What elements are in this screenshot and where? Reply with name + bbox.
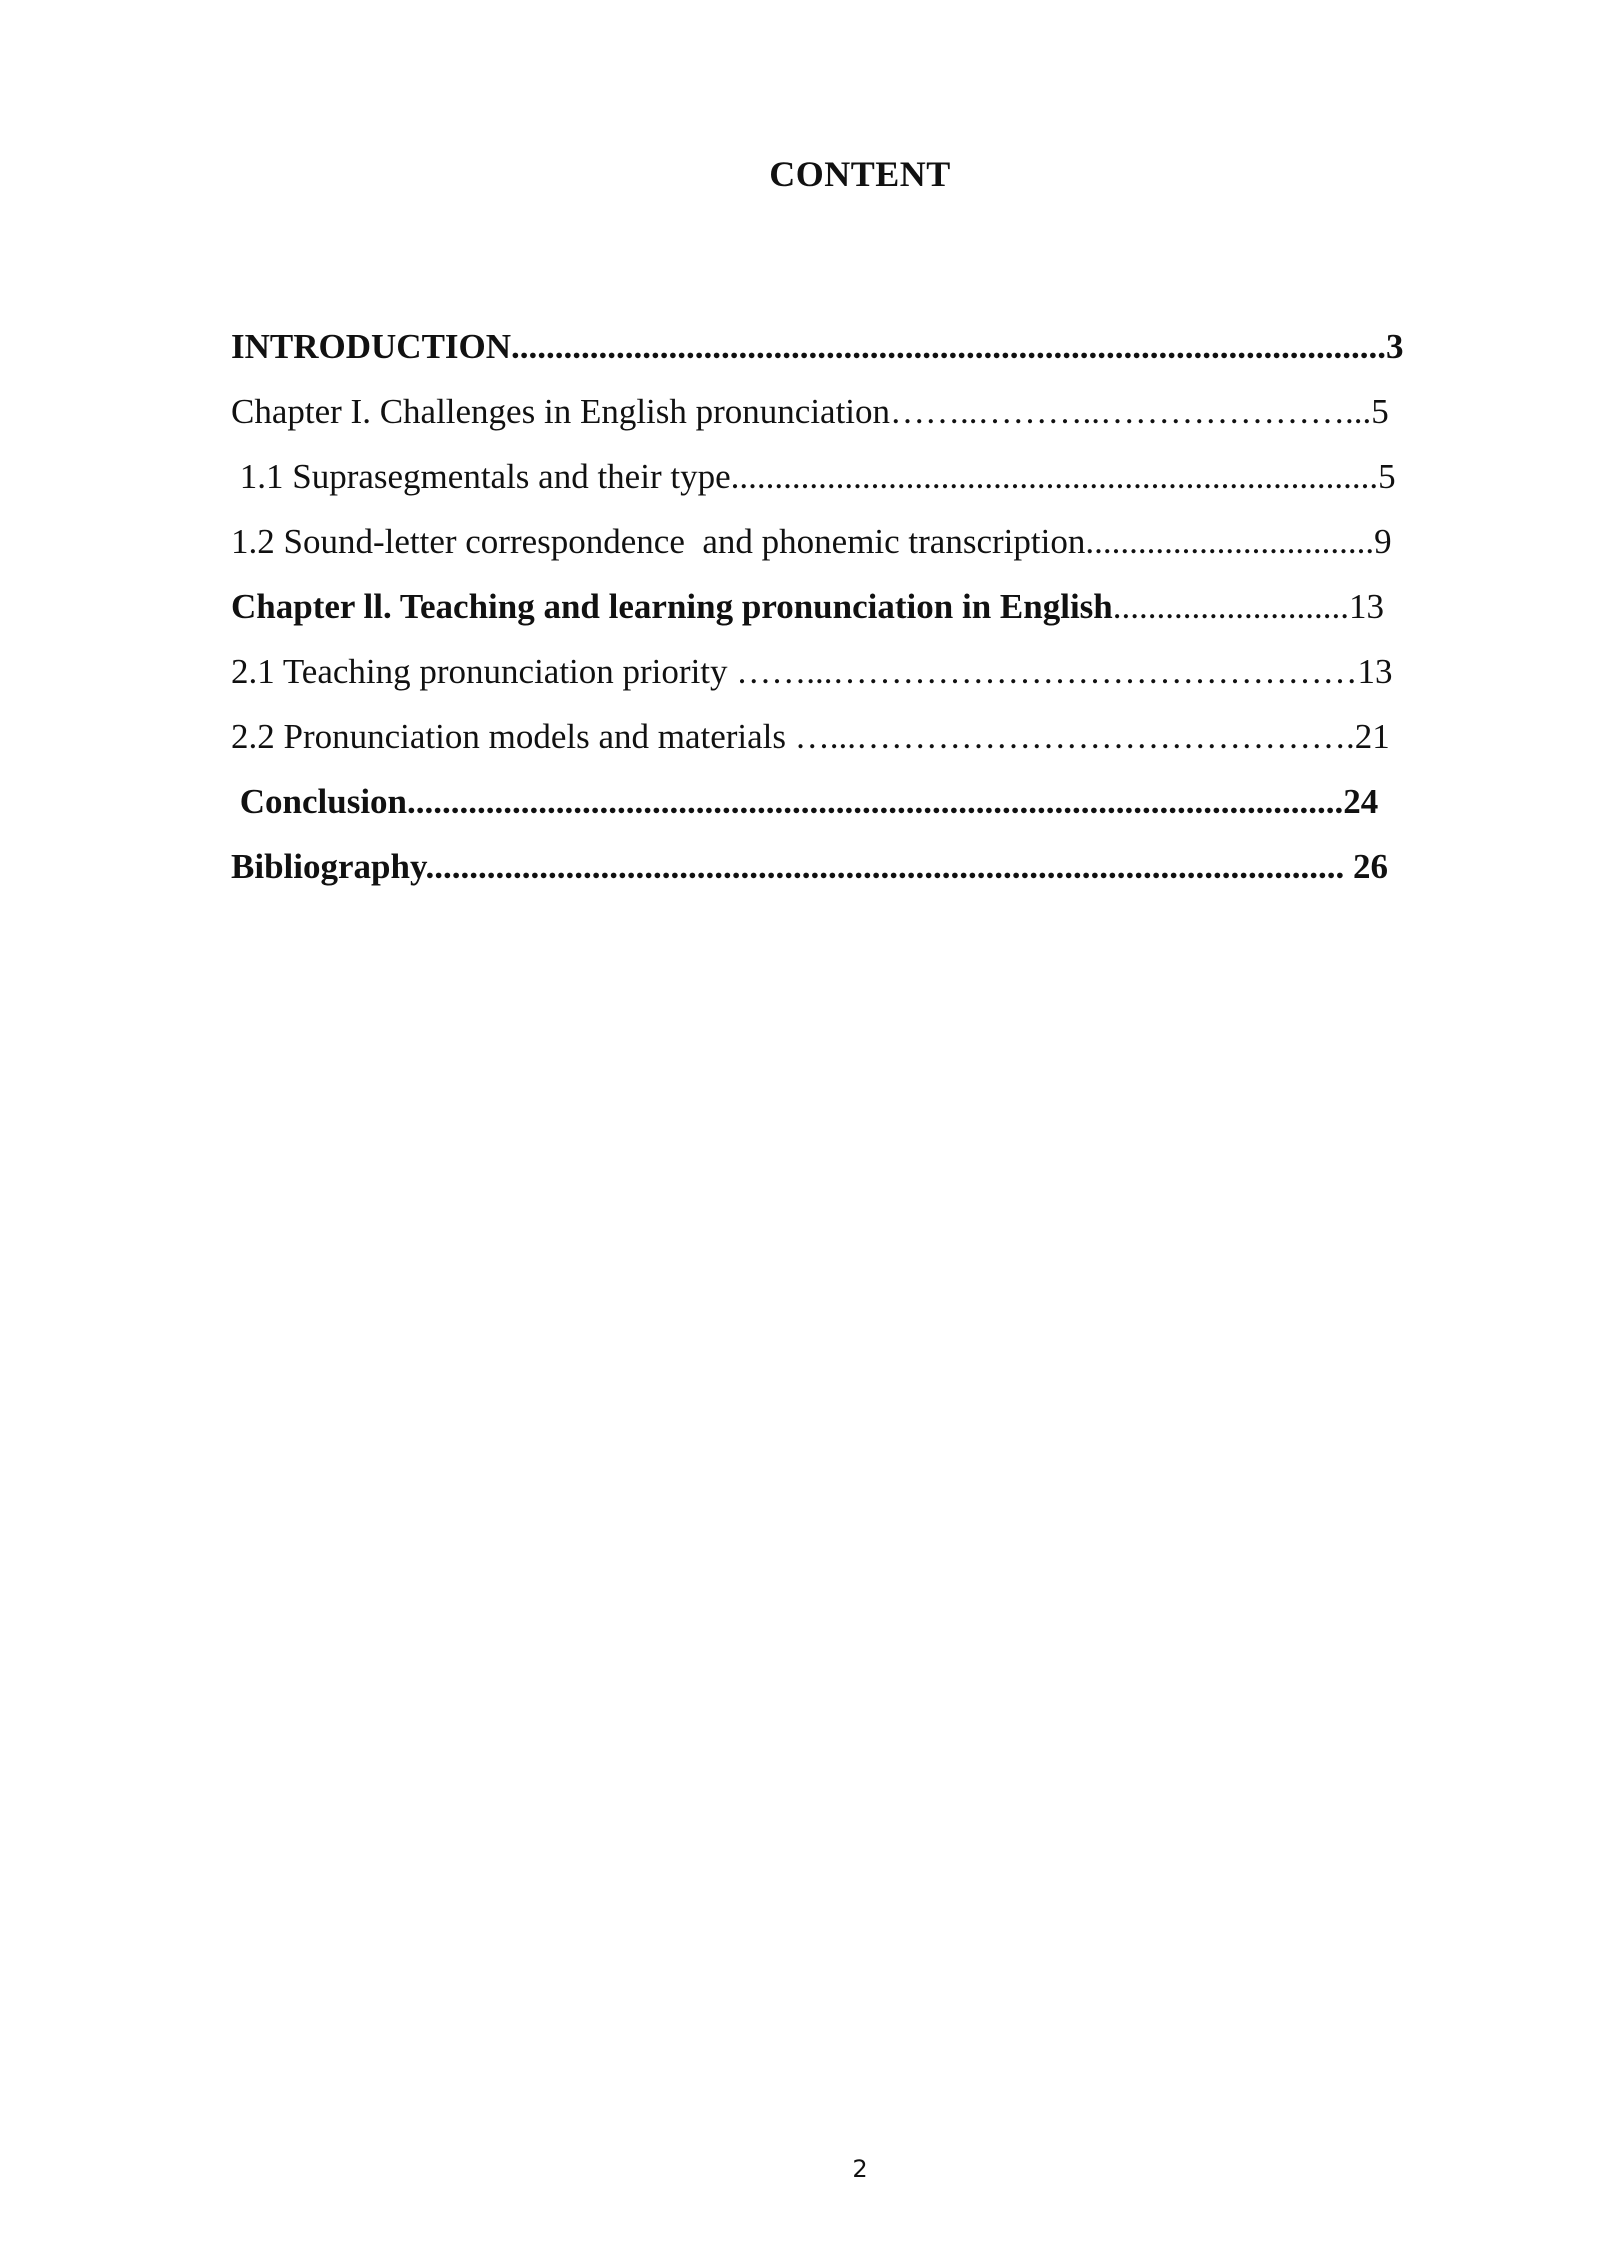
toc-leader: ................................. <box>1085 522 1375 561</box>
toc-leader: ......................................................................................................... <box>425 847 1345 886</box>
toc-entry-text: Chapter I. Challenges in English pronunciation <box>231 392 891 431</box>
toc-entry-section-1-2[interactable] <box>231 520 1392 564</box>
toc-entry-text: INTRODUCTION <box>231 327 512 366</box>
toc-leader: ........................... <box>1112 587 1350 626</box>
toc-page-number: 9 <box>1374 522 1392 561</box>
toc-page-number: 26 <box>1344 847 1389 886</box>
toc-entry-section-2-2[interactable] <box>231 715 1390 759</box>
page-title: CONTENT <box>769 154 951 194</box>
toc-entry-text: 2.1 Teaching pronunciation priority <box>231 652 737 691</box>
toc-page-number: 5 <box>1371 392 1389 431</box>
toc-page-number: 3 <box>1386 327 1404 366</box>
toc-page-number: 13 <box>1349 587 1385 626</box>
toc-leader: .......................................................................... <box>730 457 1379 496</box>
toc-leader: ........................................................................................................... <box>407 782 1344 821</box>
toc-entry-chapter-1[interactable] <box>231 390 1389 434</box>
toc-page-number: 13 <box>1357 652 1393 691</box>
toc-entry-section-1-1[interactable] <box>231 455 1396 499</box>
toc-entry-bibliography[interactable] <box>231 845 1388 889</box>
toc-entry-section-2-1[interactable] <box>231 650 1393 694</box>
toc-entry-text: Bibliography <box>231 847 426 886</box>
toc-page-number: 24 <box>1343 782 1379 821</box>
toc-entry-conclusion[interactable] <box>231 780 1378 824</box>
toc-entry-text: 2.2 Pronunciation models and materials <box>231 717 795 756</box>
toc-entry-text: 1.1 Suprasegmentals and their type <box>231 457 731 496</box>
toc-leader: ……...……………………………………… <box>736 652 1358 691</box>
toc-page-number: 21 <box>1354 717 1390 756</box>
page-number: 2 <box>852 2155 868 2183</box>
toc-entry-text: Conclusion <box>231 782 408 821</box>
toc-page-number: 5 <box>1378 457 1396 496</box>
toc-entry-chapter-2[interactable] <box>231 585 1384 629</box>
toc-entry-text: 1.2 Sound-letter correspondence and phonemic transcription <box>231 522 1086 561</box>
toc-entry-text: Chapter ll. Teaching and learning pronunciation in English <box>231 587 1113 626</box>
toc-leader: ……..………..…………………... <box>890 392 1372 431</box>
toc-entry-introduction[interactable] <box>231 325 1404 369</box>
toc-leader: …...……………………………………. <box>794 717 1355 756</box>
toc-leader: .................................................................................................... <box>511 327 1387 366</box>
